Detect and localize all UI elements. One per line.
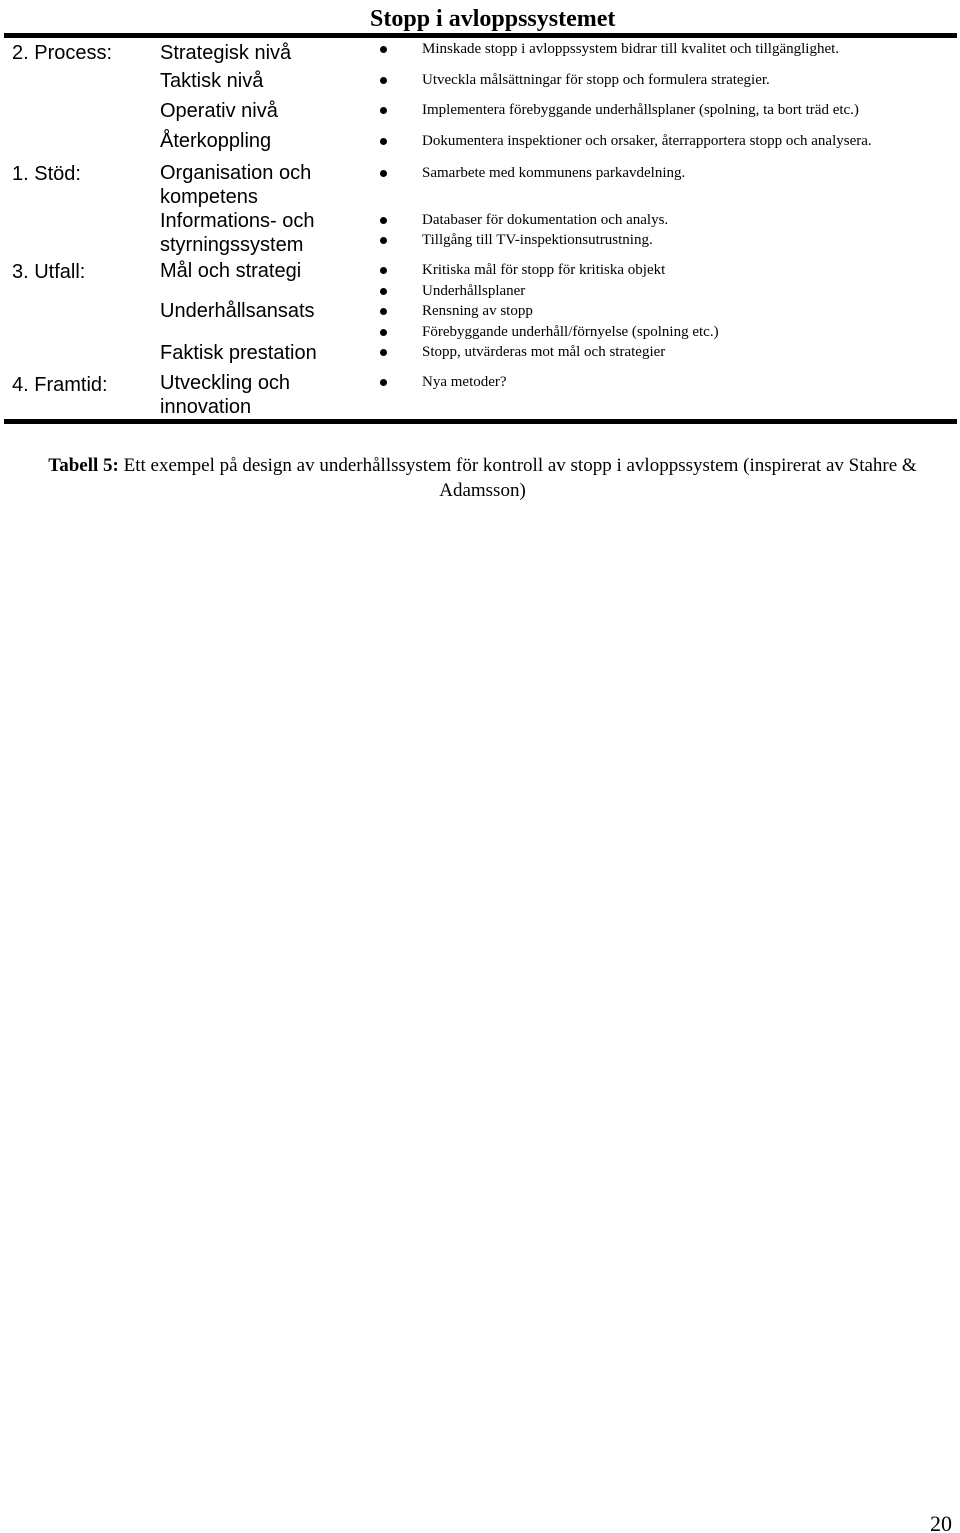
sub-organisation-line2: kompetens [160, 186, 258, 208]
bottom-rule [4, 419, 957, 424]
bullet-icon [380, 329, 387, 336]
page-number: 20 [930, 1511, 952, 1533]
top-rule [4, 33, 957, 38]
sub-faktisk: Faktisk prestation [160, 342, 317, 364]
bullet-icon [380, 217, 387, 224]
bullet-icon [380, 349, 387, 356]
bullet-icon [380, 308, 387, 315]
list-item: Nya metoder? [422, 374, 507, 390]
sub-taktisk: Taktisk nivå [160, 70, 264, 92]
caption-label: Tabell 5: [48, 455, 119, 476]
bullet-icon [380, 288, 387, 295]
bullet-icon [380, 267, 387, 274]
sub-strategisk: Strategisk nivå [160, 42, 292, 64]
sub-utveckling-line1: Utveckling och [160, 372, 291, 394]
sub-operativ: Operativ nivå [160, 100, 278, 122]
bullet-icon [380, 170, 387, 177]
caption-text: Ett exempel på design av underhållssystem för kontroll av stopp i avloppssystem (inspirerat av Stahre & Adamsson) [118, 455, 917, 501]
section-stod: 1. Stöd: [12, 163, 81, 185]
bullet-icon [380, 46, 387, 53]
section-utfall: 3. Utfall: [12, 261, 86, 283]
sub-organisation-line1: Organisation och [160, 162, 312, 184]
list-item: Samarbete med kommunens parkavdelning. [422, 165, 686, 181]
bullet-icon [380, 107, 387, 114]
list-item: Stopp, utvärderas mot mål och strategier [422, 344, 666, 360]
bullet-icon [380, 237, 387, 244]
table-caption [10, 453, 955, 503]
list-item: Minskade stopp i avloppssystem bidrar till kvalitet och tillgänglighet. [422, 41, 840, 57]
list-item: Underhållsplaner [422, 283, 526, 299]
sub-underhall: Underhållsansats [160, 300, 315, 322]
bullet-icon [380, 77, 387, 84]
sub-information-line1: Informations- och [160, 210, 315, 232]
sub-mal: Mål och strategi [160, 260, 302, 282]
sub-utveckling-line2: innovation [160, 396, 252, 418]
sub-information-line2: styrningssystem [160, 234, 304, 256]
list-item: Utveckla målsättningar för stopp och formulera strategier. [422, 72, 770, 88]
bullet-icon [380, 379, 387, 386]
table-title: Stopp i avloppssystemet [370, 6, 616, 32]
section-framtid: 4. Framtid: [12, 374, 108, 396]
section-process: 2. Process: [12, 42, 113, 64]
list-item: Databaser för dokumentation och analys. [422, 212, 669, 228]
bullet-icon [380, 138, 387, 145]
list-item: Tillgång till TV-inspektionsutrustning. [422, 232, 653, 248]
list-item: Rensning av stopp [422, 303, 533, 319]
list-item: Kritiska mål för stopp för kritiska objekt [422, 262, 666, 278]
sub-aterkoppling: Återkoppling [160, 130, 272, 152]
list-item: Förebyggande underhåll/förnyelse (spolning etc.) [422, 324, 719, 340]
list-item: Dokumentera inspektioner och orsaker, återrapportera stopp och analysera. [422, 133, 872, 149]
list-item: Implementera förebyggande underhållsplaner (spolning, ta bort träd etc.) [422, 102, 859, 118]
